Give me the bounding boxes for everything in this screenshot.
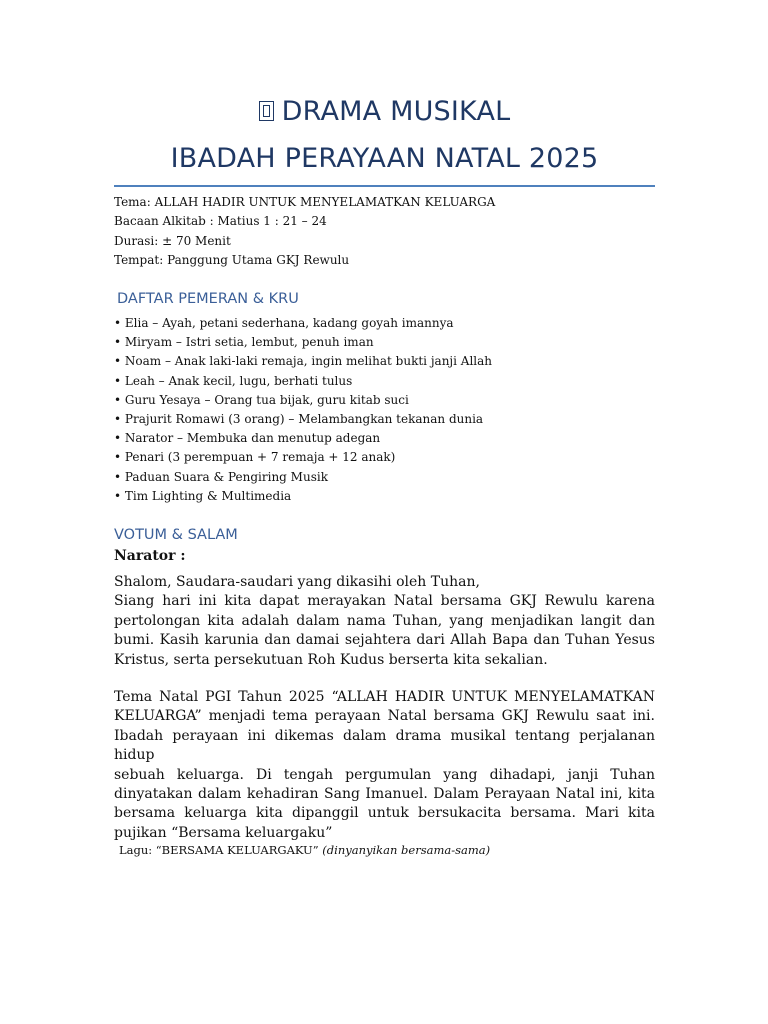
paragraph-line: Tema Natal PGI Tahun 2025 “ALLAH HADIR UNTUK MENYELAMATKAN xyxy=(114,689,655,705)
page-title-line-2: IBADAH PERAYAAN NATAL 2025 xyxy=(170,143,599,174)
paragraph-line: dinyatakan dalam kehadiran Sang Imanuel. Dalam Perayaan Natal ini, kita xyxy=(114,786,655,803)
cast-item: • Paduan Suara & Pengiring Musik xyxy=(114,469,328,484)
paragraph-line: Shalom, Saudara-saudari yang dikasihi oleh Tuhan, xyxy=(114,574,480,590)
cast-item: • Penari (3 perempuan + 7 remaja + 12 anak) xyxy=(114,450,396,465)
cast-item: • Leah – Anak kecil, lugu, berhati tulus xyxy=(114,373,353,388)
cast-heading: DAFTAR PEMERAN & KRU xyxy=(117,291,299,307)
speaker-label: Narator : xyxy=(114,548,186,564)
title-divider xyxy=(114,185,655,187)
event-info xyxy=(114,193,655,270)
paragraph-line: sebuah keluarga. Di tengah pergumulan yang dihadapi, janji Tuhan xyxy=(114,766,655,783)
paragraph-line: Kristus, serta persekutuan Roh Kudus berserta kita sekalian. xyxy=(114,651,548,668)
title-text-1: DRAMA MUSIKAL xyxy=(281,96,511,127)
cast-item: • Noam – Anak laki-laki remaja, ingin melihat bukti janji Allah xyxy=(114,354,493,369)
paragraph-line: Ibadah perayaan ini dikemas dalam drama musikal tentang perjalanan hidup xyxy=(114,727,655,764)
song-note: (dinyanyikan bersama-sama) xyxy=(322,843,491,857)
votum-heading: VOTUM & SALAM xyxy=(114,527,238,543)
cast-list xyxy=(114,314,655,506)
cast-item: • Tim Lighting & Multimedia xyxy=(114,488,292,503)
duration-line: Durasi: ± 70 Menit xyxy=(114,233,231,248)
paragraph-line: bumi. Kasih karunia dan damai sejahtera dari Allah Bapa dan Tuhan Yesus xyxy=(114,632,655,649)
cast-item: • Miryam – Istri setia, lembut, penuh iman xyxy=(114,335,374,350)
paragraph-line: bersama keluarga kita dipanggil untuk bersukacita bersama. Mari kita xyxy=(114,805,655,822)
cast-item: • Elia – Ayah, petani sederhana, kadang goyah imannya xyxy=(114,316,454,330)
theme-line: Tema: ALLAH HADIR UNTUK MENYELAMATKAN KELUARGA xyxy=(114,195,496,209)
cast-item: • Narator – Membuka dan menutup adegan xyxy=(114,431,381,446)
song-instruction xyxy=(119,843,490,857)
song-label: Lagu: “BERSAMA KELUARGAKU” xyxy=(119,843,319,857)
paragraph-line: pujikan “Bersama keluargaku” xyxy=(114,824,333,841)
page-title-line-1 xyxy=(114,96,655,127)
narrator-paragraph-2 xyxy=(114,688,655,843)
paragraph-line: pertolongan kita adalah dalam nama Tuhan, yang menjadikan langit dan xyxy=(114,612,655,629)
paragraph-line: KELUARGA” menjadi tema perayaan Natal bersama GKJ Rewulu saat ini. xyxy=(114,708,655,725)
paragraph-line: Siang hari ini kita dapat merayakan Natal bersama GKJ Rewulu karena xyxy=(114,593,655,610)
narrator-paragraph-1 xyxy=(114,573,655,670)
bible-reading-line: Bacaan Alkitab : Matius 1 : 21 – 24 xyxy=(114,214,327,229)
missing-glyph-icon xyxy=(259,101,274,121)
cast-item: • Prajurit Romawi (3 orang) – Melambangkan tekanan dunia xyxy=(114,412,484,427)
cast-item: • Guru Yesaya – Orang tua bijak, guru kitab suci xyxy=(114,392,409,407)
venue-line: Tempat: Panggung Utama GKJ Rewulu xyxy=(114,252,350,267)
